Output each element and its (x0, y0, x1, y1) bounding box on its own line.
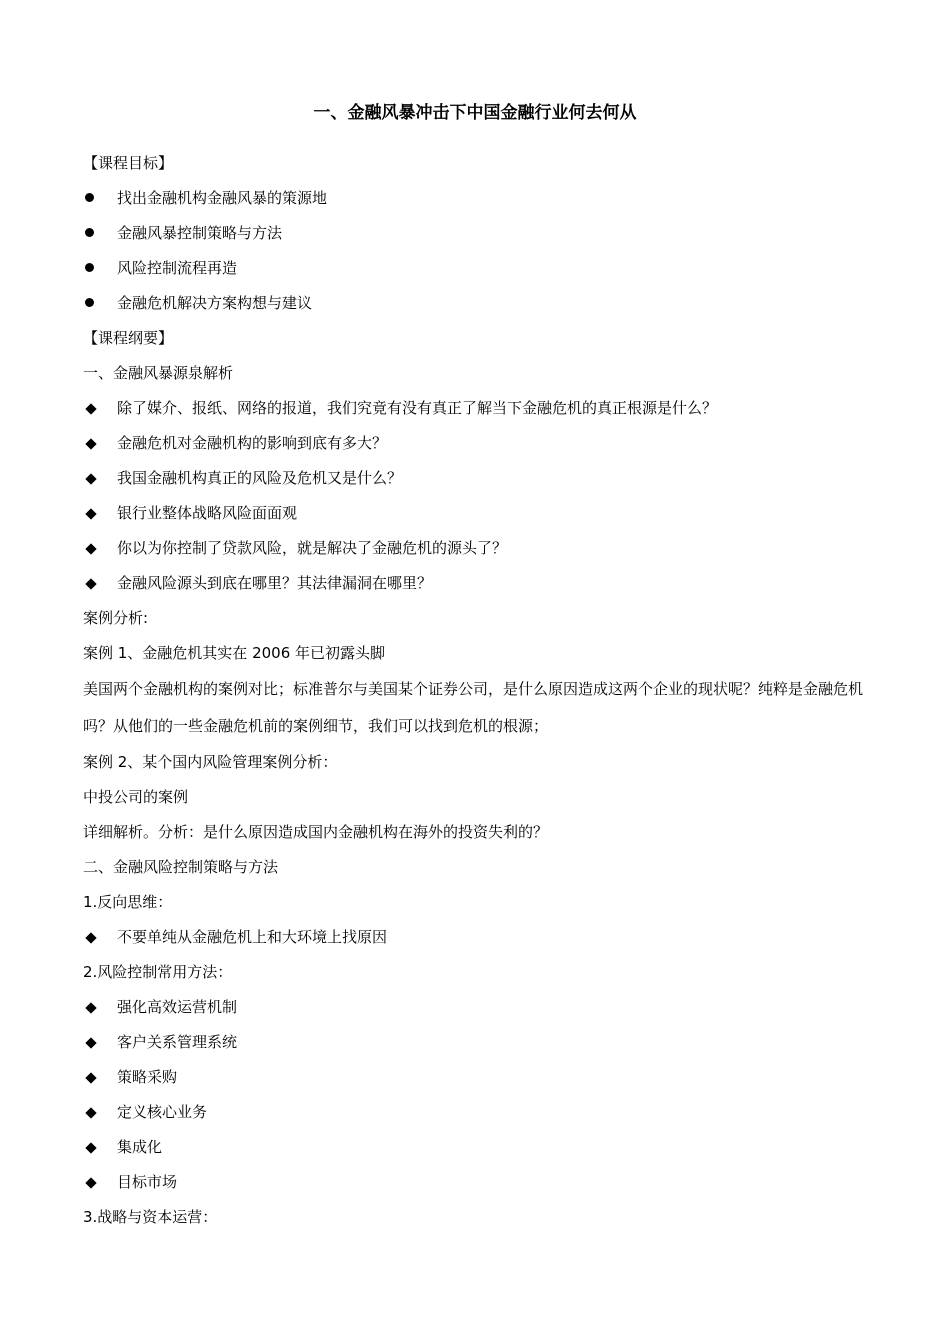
section2-sub2-item-text: 策略采购 (117, 1068, 178, 1086)
section1-item-text: 你以为你控制了贷款风险，就是解决了金融危机的源头了？ (117, 539, 508, 557)
outline-heading: 【课程纲要】 (83, 329, 174, 347)
section2-sub2-item (83, 1025, 883, 1060)
section1-item (83, 566, 883, 601)
section2-sub2-item (83, 990, 883, 1025)
case2-subtitle: 中投公司的案例 (83, 788, 189, 806)
goal-text: 金融危机解决方案构想与建议 (117, 294, 313, 312)
section1-item-text: 金融危机对金融机构的影响到底有多大？ (117, 434, 388, 452)
document-body (83, 146, 883, 1235)
case2-description: 详细解析。分析：是什么原因造成国内金融机构在海外的投资失利的？ (83, 823, 549, 841)
section2-sub2-item-text: 定义核心业务 (117, 1103, 208, 1121)
section1-item (83, 461, 883, 496)
section1-item (83, 391, 883, 426)
case1-description: 美国两个金融机构的案例对比；标准普尔与美国某个证券公司，是什么原因造成这两个企业的现状呢？纯粹是金融危机吗？从他们的一些金融危机前的案例细节，我们可以找到危机的根源； (83, 680, 864, 735)
section2-sub2-item (83, 1060, 883, 1095)
bullet-diamond-icon (83, 426, 117, 461)
bullet-diamond-icon (83, 531, 117, 566)
bullet-diamond-icon (83, 920, 117, 955)
document-title: 一、金融风暴冲击下中国金融行业何去何从 (313, 103, 637, 123)
goal-item (83, 286, 883, 321)
bullet-dot-icon (83, 286, 117, 321)
section2-heading: 二、金融风险控制策略与方法 (83, 858, 279, 876)
section2-sub2-item-text: 强化高效运营机制 (117, 998, 238, 1016)
bullet-diamond-icon (83, 1060, 117, 1095)
goal-item (83, 216, 883, 251)
bullet-dot-icon (83, 181, 117, 216)
section2-sub1-heading: 1.反向思维： (83, 893, 173, 911)
case1-title: 案例 1、金融危机其实在 2006 年已初露头脚 (83, 644, 386, 662)
bullet-dot-icon (83, 216, 117, 251)
section1-item-text: 银行业整体战略风险面面观 (117, 504, 298, 522)
bullet-diamond-icon (83, 1025, 117, 1060)
bullet-diamond-icon (83, 1165, 117, 1200)
bullet-diamond-icon (83, 1130, 117, 1165)
goal-item (83, 251, 883, 286)
section2-sub2-heading: 2.风险控制常用方法： (83, 963, 233, 981)
case-analysis-label: 案例分析: (83, 609, 149, 627)
goal-text: 找出金融机构金融风暴的策源地 (117, 189, 328, 207)
section1-item (83, 426, 883, 461)
section1-item-text: 我国金融机构真正的风险及危机又是什么？ (117, 469, 403, 487)
section2-sub1-item-text: 不要单纯从金融危机上和大环境上找原因 (117, 928, 388, 946)
case2-title: 案例 2、某个国内风险管理案例分析： (83, 753, 338, 771)
section2-sub2-item-text: 客户关系管理系统 (117, 1033, 238, 1051)
section2-sub2-item (83, 1165, 883, 1200)
section2-sub1-item (83, 920, 883, 955)
goal-item (83, 181, 883, 216)
section1-item (83, 496, 883, 531)
bullet-diamond-icon (83, 391, 117, 426)
goal-text: 金融风暴控制策略与方法 (117, 224, 283, 242)
section1-item (83, 531, 883, 566)
bullet-diamond-icon (83, 461, 117, 496)
bullet-dot-icon (83, 251, 117, 286)
section2-sub2-item-text: 目标市场 (117, 1173, 178, 1191)
bullet-diamond-icon (83, 566, 117, 601)
section2-sub3-heading: 3.战略与资本运营： (83, 1208, 218, 1226)
section1-heading: 一、金融风暴源泉解析 (83, 364, 234, 382)
goals-heading: 【课程目标】 (83, 154, 174, 172)
section1-item-text: 金融风险源头到底在哪里？其法律漏洞在哪里？ (117, 574, 433, 592)
section1-item-text: 除了媒介、报纸、网络的报道，我们究竟有没有真正了解当下金融危机的真正根源是什么？ (117, 399, 718, 417)
section2-sub2-item (83, 1095, 883, 1130)
section2-sub2-item (83, 1130, 883, 1165)
goal-text: 风险控制流程再造 (117, 259, 238, 277)
bullet-diamond-icon (83, 1095, 117, 1130)
bullet-diamond-icon (83, 990, 117, 1025)
section2-sub2-item-text: 集成化 (117, 1138, 163, 1156)
bullet-diamond-icon (83, 496, 117, 531)
